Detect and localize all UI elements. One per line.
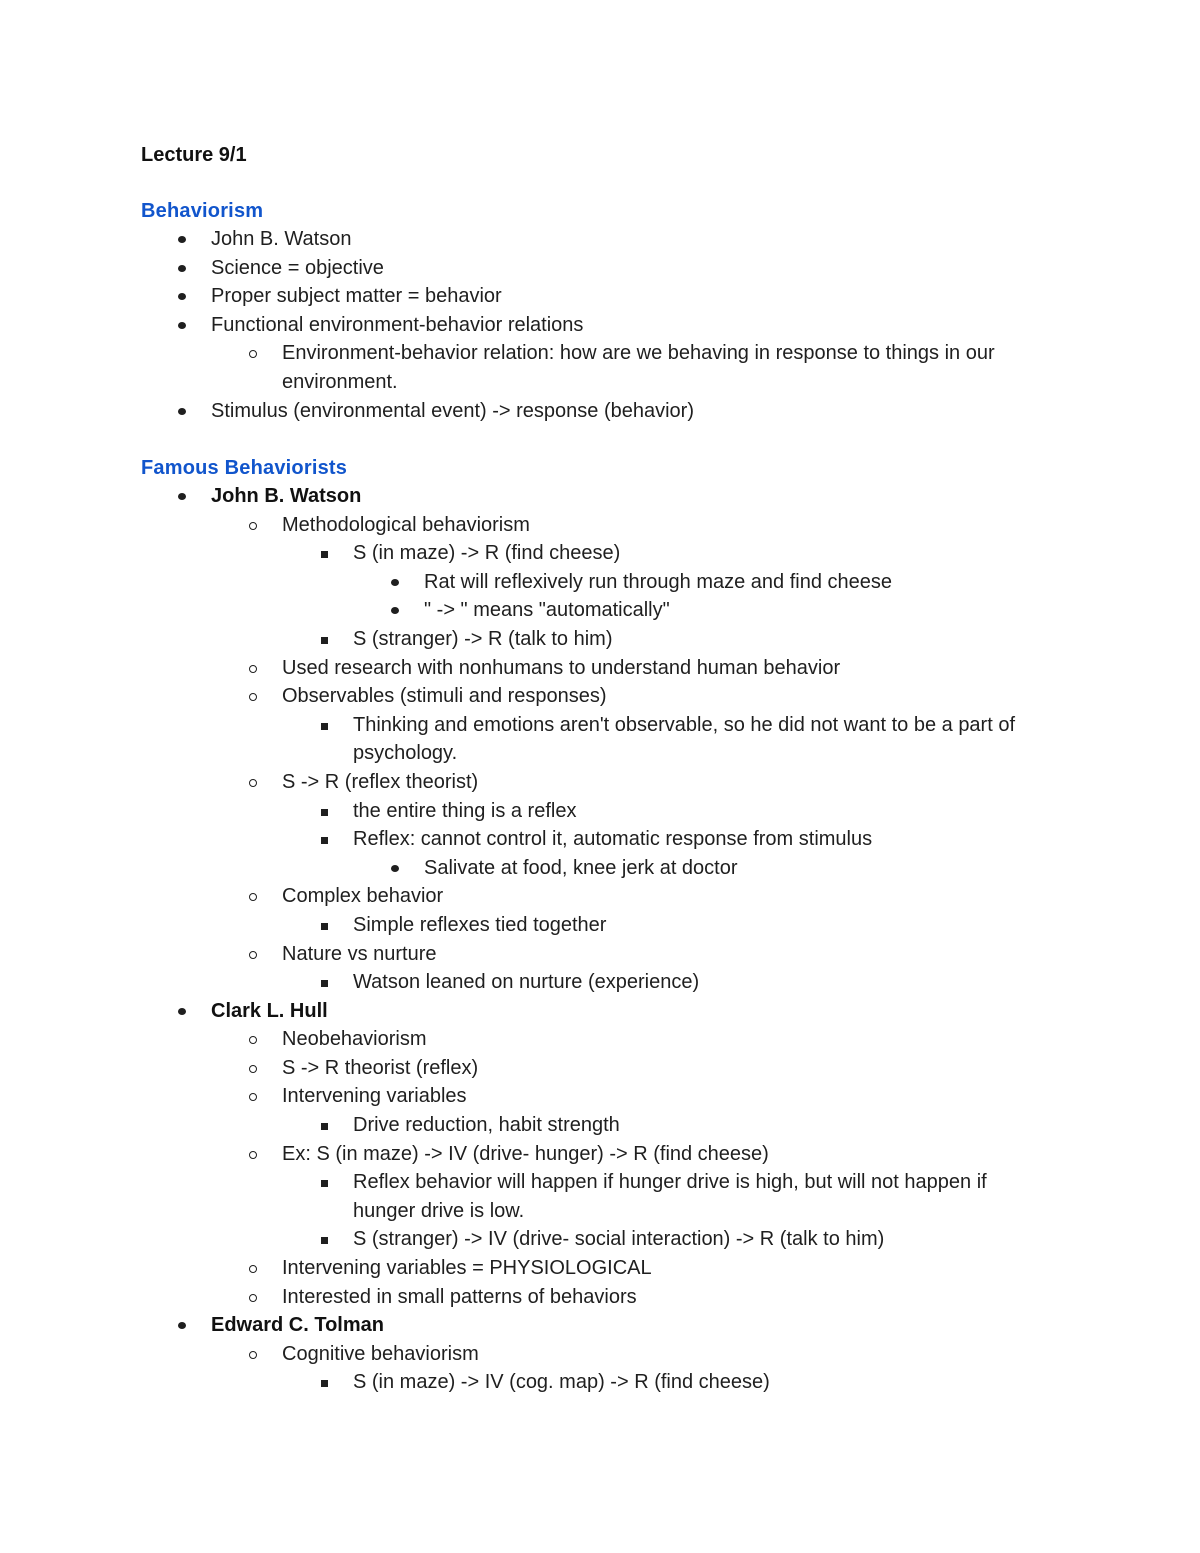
bullet-disc-icon: [178, 1322, 186, 1329]
sublist: [353, 711, 1071, 768]
list-item: Rat will reflexively run through maze and find cheese: [424, 568, 1071, 597]
sublist: [282, 511, 1071, 997]
list-item: the entire thing is a reflex: [353, 797, 1071, 826]
bullet-circle-icon: [249, 951, 257, 959]
bullet-circle-icon: [249, 1294, 257, 1302]
bullet-circle-icon: [249, 1151, 257, 1159]
sublist: [424, 854, 1071, 883]
bullet-circle-icon: [249, 1036, 257, 1044]
bullet-circle-icon: [249, 693, 257, 701]
list-item: Neobehaviorism: [282, 1025, 1071, 1054]
sublist: [424, 568, 1071, 625]
bullet-disc-icon: [178, 408, 186, 415]
bullet-circle-icon: [249, 1265, 257, 1273]
sublist: [353, 797, 1071, 883]
list-item: Salivate at food, knee jerk at doctor: [424, 854, 1071, 883]
list-item: Reflex: cannot control it, automatic response from stimulus Salivate at food, knee jerk at doctor: [353, 825, 1071, 882]
sublist: [353, 911, 1071, 940]
behaviorists-list: [211, 482, 1071, 1397]
list-item: Edward C. Tolman Cognitive behaviorism S (in maze) -> IV (cog. map) -> R (find cheese): [211, 1311, 1071, 1397]
bullet-square-icon: [321, 980, 328, 987]
list-item: Drive reduction, habit strength: [353, 1111, 1071, 1140]
list-item: Stimulus (environmental event) -> response (behavior): [211, 397, 1071, 426]
list-item: Thinking and emotions aren't observable, so he did not want to be a part of psychology.: [353, 711, 1053, 768]
list-item: S -> R (reflex theorist) the entire thing is a reflex Reflex: cannot control it, automatic response from stimulus Salivate at food, knee jerk at doctor: [282, 768, 1071, 882]
list-item: Intervening variables = PHYSIOLOGICAL: [282, 1254, 1071, 1283]
sublist: [353, 1368, 1071, 1397]
list-item: " -> " means "automatically": [424, 596, 1071, 625]
list-item: Cognitive behaviorism S (in maze) -> IV (cog. map) -> R (find cheese): [282, 1340, 1071, 1397]
bullet-circle-icon: [249, 1065, 257, 1073]
list-item: S -> R theorist (reflex): [282, 1054, 1071, 1083]
bullet-circle-icon: [249, 350, 257, 358]
list-item: Clark L. Hull Neobehaviorism S -> R theorist (reflex) Intervening variables Drive reduction, habit strength Ex: S (in maze) -> IV (drive- hunger) -> R (find cheese) Reflex behavior will happen if hunger drive is high, but will not happen if hunger drive is low. S (stranger) -> IV (drive- social interaction) -> R (talk to him) Intervening variables = PHYSIOLOGICAL Interested in small patterns of behaviors: [211, 997, 1071, 1312]
bullet-circle-icon: [249, 779, 257, 787]
list-item: Used research with nonhumans to understand human behavior: [282, 654, 1071, 683]
bullet-square-icon: [321, 637, 328, 644]
bullet-square-icon: [321, 837, 328, 844]
list-item: Ex: S (in maze) -> IV (drive- hunger) -> R (find cheese) Reflex behavior will happen if hunger drive is high, but will not happen if hunger drive is low. S (stranger) -> IV (drive- social interaction) -> R (talk to him): [282, 1140, 1071, 1254]
bullet-disc-icon: [391, 607, 399, 614]
list-item: Watson leaned on nurture (experience): [353, 968, 1071, 997]
sublist: [353, 968, 1071, 997]
bullet-square-icon: [321, 1380, 328, 1387]
bullet-disc-icon: [178, 236, 186, 243]
sublist: [282, 339, 1071, 396]
bullet-disc-icon: [178, 322, 186, 329]
bullet-square-icon: [321, 723, 328, 730]
list-item: Environment-behavior relation: how are we behaving in response to things in our environment.: [282, 339, 1062, 396]
page-title: Lecture 9/1: [141, 144, 247, 166]
bullet-circle-icon: [249, 1351, 257, 1359]
bullet-square-icon: [321, 809, 328, 816]
list-item: Complex behavior Simple reflexes tied together: [282, 882, 1071, 939]
list-item: John B. Watson Methodological behaviorism S (in maze) -> R (find cheese) Rat will reflexively run through maze and find cheese " -> " means "automatically" S (stranger) -> R (talk to him) Used research with nonhumans to understand human behavior Observables (stimuli and responses) Thinking and emotions aren't observable, so he did not want to be a part of psychology. S -> R (reflex theorist) the entire thing is a reflex Reflex: cannot control it, automatic response from stimulus Salivate at food, knee jerk at doctor Complex behavior Simple reflexes tied together Nature vs nurture Watson leaned on nurture (experience): [211, 482, 1071, 997]
bullet-disc-icon: [178, 265, 186, 272]
list-item: Simple reflexes tied together: [353, 911, 1071, 940]
bullet-square-icon: [321, 551, 328, 558]
list-item: S (stranger) -> IV (drive- social interaction) -> R (talk to him): [353, 1225, 1071, 1254]
bullet-square-icon: [321, 1123, 328, 1130]
bullet-disc-icon: [178, 1008, 186, 1015]
behaviorism-list: [211, 225, 1071, 425]
sublist: [353, 1111, 1071, 1140]
bullet-circle-icon: [249, 893, 257, 901]
bullet-circle-icon: [249, 1093, 257, 1101]
bullet-disc-icon: [391, 865, 399, 872]
bullet-disc-icon: [178, 493, 186, 500]
list-item: Reflex behavior will happen if hunger drive is high, but will not happen if hunger drive is low.: [353, 1168, 1053, 1225]
list-item: Functional environment-behavior relations Environment-behavior relation: how are we behaving in response to things in our environment.: [211, 311, 1071, 397]
bullet-square-icon: [321, 1180, 328, 1187]
list-item: S (stranger) -> R (talk to him): [353, 625, 1071, 654]
bullet-square-icon: [321, 1237, 328, 1244]
sublist: [282, 1025, 1071, 1311]
sublist: [353, 539, 1071, 653]
list-item: Science = objective: [211, 254, 1071, 283]
sublist: [353, 1168, 1071, 1254]
bullet-circle-icon: [249, 665, 257, 673]
list-item: Proper subject matter = behavior: [211, 282, 1071, 311]
bullet-disc-icon: [178, 293, 186, 300]
bullet-circle-icon: [249, 522, 257, 530]
list-item: S (in maze) -> IV (cog. map) -> R (find cheese): [353, 1368, 1071, 1397]
heading-behaviorism: Behaviorism: [141, 200, 264, 222]
sublist: [282, 1340, 1071, 1397]
bullet-disc-icon: [391, 579, 399, 586]
list-item: Methodological behaviorism S (in maze) -> R (find cheese) Rat will reflexively run through maze and find cheese " -> " means "automatically" S (stranger) -> R (talk to him): [282, 511, 1071, 654]
list-item: Intervening variables Drive reduction, habit strength: [282, 1082, 1071, 1139]
bullet-square-icon: [321, 923, 328, 930]
heading-famous-behaviorists: Famous Behaviorists: [141, 457, 348, 479]
list-item: S (in maze) -> R (find cheese) Rat will reflexively run through maze and find cheese " -> " means "automatically": [353, 539, 1071, 625]
list-item: Observables (stimuli and responses) Thinking and emotions aren't observable, so he did not want to be a part of psychology.: [282, 682, 1071, 768]
list-item: John B. Watson: [211, 225, 1071, 254]
list-item: Interested in small patterns of behaviors: [282, 1283, 1071, 1312]
list-item: Nature vs nurture Watson leaned on nurture (experience): [282, 940, 1071, 997]
